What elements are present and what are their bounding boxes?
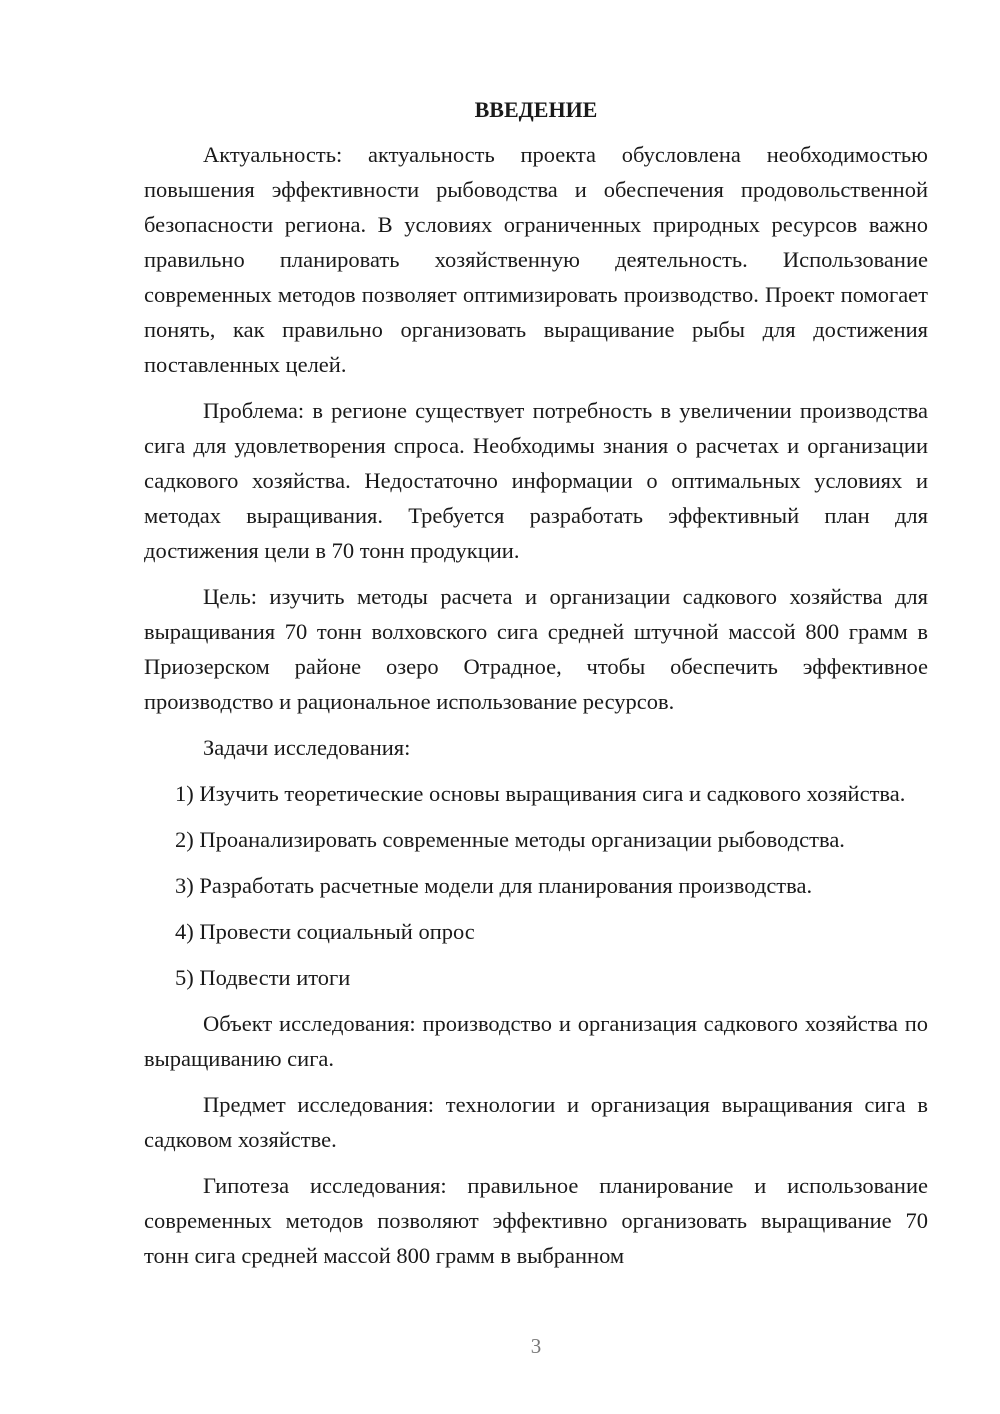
task-item-1: 1) Изучить теоретические основы выращивания сига и садкового хозяйства.	[175, 781, 906, 806]
task-item-3: 3) Разработать расчетные модели для планирования производства.	[175, 873, 813, 898]
paragraph-object: Объект исследования: производство и организация садкового хозяйства по выращиванию сига.	[144, 1011, 928, 1071]
paragraph-hypothesis: Гипотеза исследования: правильное планирование и использование современных методов позволяют эффективно организовать выращивание 70 тонн сига средней массой 800 грамм в выбранном	[144, 1173, 928, 1268]
paragraph-subject: Предмет исследования: технологии и организация выращивания сига в садковом хозяйстве.	[144, 1092, 928, 1152]
task-item-5: 5) Подвести итоги	[175, 965, 351, 990]
paragraph-relevance: Актуальность: актуальность проекта обусловлена необходимостью повышения эффективности рыбоводства и обеспечения продовольственной безопасности региона. В условиях ограниченных природных ресурсов важно правильно планировать хозяйственную деятельность. Использование современных методов позволяет оптимизировать производство. Проект помогает понять, как правильно организовать выращивание рыбы для достижения поставленных целей.	[144, 142, 928, 377]
task-item-4: 4) Провести социальный опрос	[175, 919, 475, 944]
paragraph-problem: Проблема: в регионе существует потребность в увеличении производства сига для удовлетворения спроса. Необходимы знания о расчетах и организации садкового хозяйства. Недостаточно информации о оптимальных условиях и методах выращивания. Требуется разработать эффективный план для достижения цели в 70 тонн продукции.	[144, 398, 928, 563]
section-title: ВВЕДЕНИЕ	[474, 97, 598, 122]
task-item-2: 2) Проанализировать современные методы организации рыбоводства.	[175, 827, 845, 852]
paragraph-goal: Цель: изучить методы расчета и организации садкового хозяйства для выращивания 70 тонн волховского сига средней штучной массой 800 грамм в Приозерском районе озеро Отрадное, чтобы обеспечить эффективное производство и рациональное использование ресурсов.	[144, 584, 928, 714]
document-page	[144, 95, 928, 1284]
tasks-heading: Задачи исследования:	[203, 735, 411, 760]
page-number: 3	[530, 1334, 542, 1358]
